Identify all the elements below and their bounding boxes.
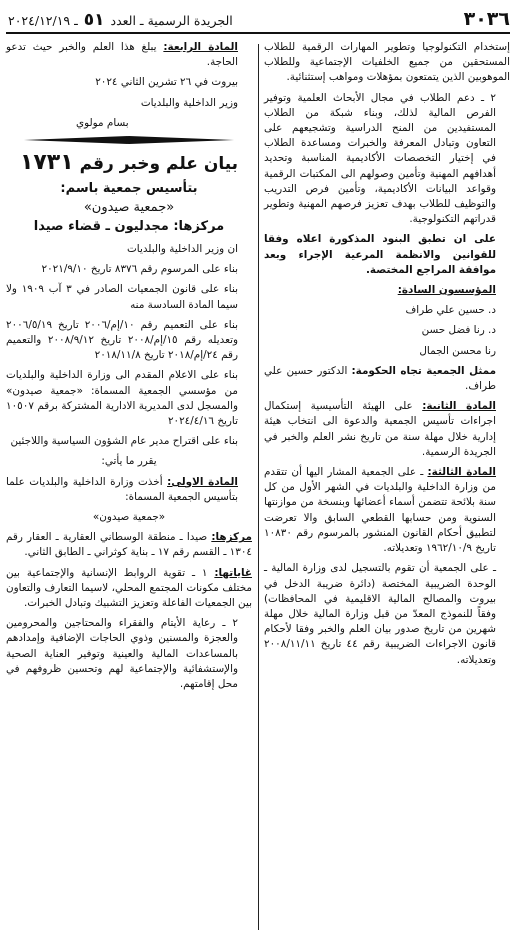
headquarters	[6, 530, 252, 560]
paragraph-finance: ـ على الجمعية أن تقوم بالتسجيل لدى وزارة المالية ـ الوحدة الضريبية المختصة (دائرة ضريبة الدخل في بيروت والمصالح المالية الاقليمية في المحافظات) وفقاً للنموذج المعدّ من قبل وزارة المالية خلال مهلة شهرين من تاريخ صدور بيان العلم والخبر وفقا لأحكام قانون الاجراءات الضريبية رقم ٤٤ تاريخ ٢٠٠٨/١١/١١ وتعديلاته.	[264, 562, 497, 666]
basis-circulars: بناء على التعميم رقم ١٠/إم/٢٠٠٦ تاريخ ٢٠٠٦/٥/١٩ وتعديله رقم ١٥/إم/٢٠٠٨ تاريخ ٢٠٠٨/٩/١٢ والتعميم رقم ٢٤/إم/٢٠١٨ تاريخ ٢٠١٨/١١/٨	[6, 318, 239, 362]
basis-proposal: بناء على اقتراح مدير عام الشؤون السياسية واللاجئين	[10, 435, 238, 448]
article-3-label: المادة الثالثة:	[427, 466, 496, 479]
article-1-label: المادة الاولى:	[167, 475, 238, 488]
paragraph-compliance: على ان تطبق البنود المذكورة اعلاه وفقا للقوانين والانظمة المرعية الإجراء وبعد موافقة المراجع المختصة.	[264, 233, 496, 276]
article-1-text: أخذت وزارة الداخلية والبلديات علما بتأسيس الجمعية المسماة:	[6, 475, 238, 503]
association-name: «جمعية صيدون»	[92, 511, 166, 524]
article-2-label: المادة الثانية:	[422, 400, 496, 413]
government-representative	[264, 364, 510, 394]
goals	[6, 566, 252, 612]
notice-title	[6, 152, 252, 175]
place-date: بيروت في ٢٦ تشرين الثاني ٢٠٢٤	[95, 76, 238, 89]
hq-text: صيدا ـ منطقة الوسطاني العقارية ـ العقار رقم ١٣٠٤ ـ القسم رقم ١٧ ـ بناية كوثراني ـ الطابق الثاني.	[6, 531, 252, 559]
founders-label: المؤسسون السادة:	[397, 284, 496, 297]
notice-prefix: بيان علم وخبر رقم	[79, 154, 239, 175]
goal-2: ٢ ـ رعاية الأيتام والفقراء والمحتاجين والمحرومين والعجزة والمسنين وذوي الحاجات الإضافية وإمدادهم بالمساعدات المالية والعينية وتوفير العناية الصحية والإستشفائية والإجتماعية لهم وتحسين ظروفهم في محل إقامتهم.	[6, 617, 238, 691]
section-separator	[24, 136, 234, 144]
hq-label: مركزها:	[211, 531, 252, 544]
paragraph-tech: إستخدام التكنولوجيا وتطوير المهارات الرقمية للطلاب المستحقين من جميع الخلفيات الإجتماعية وللطلاب الموهوبين الذين يتمتعون بمؤهلات ومواهب إستثنائية.	[264, 41, 510, 84]
goals-label: غاياتها:	[214, 566, 252, 579]
right-column	[264, 40, 510, 673]
basis-law: بناء على قانون الجمعيات الصادر في ٣ آب ١٩٠٩ ولا سيما المادة السادسة منه	[6, 283, 238, 311]
notice-number: ١٧٣١	[19, 150, 74, 176]
minister-title: وزير الداخلية والبلديات	[140, 96, 238, 109]
minister-name: بسام مولوي	[76, 116, 129, 129]
article-3-text: ـ على الجمعية المشار اليها أن تتقدم من وزارة الداخلية والبلديات في الشهر الأول من كل سنة بلائحة تتضمن أسماء أعضائها وبنسخة من موازنتها السنوية ومن حسابها القطعي السابق والا تعرضت لتطبيق أحكام القانون المنشور بالمرسوم رقم ١٠٨٣٠ تاريخ ١٩٦٢/١٠/٩ وتعديلاته.	[264, 466, 496, 555]
issue-info	[8, 10, 233, 30]
rep-label: ممثل الجمعية تجاه الحكومة:	[351, 364, 497, 377]
article-4-label: المادة الرابعة:	[163, 41, 238, 53]
notice-headquarters: مركزها: مجدليون ـ قضاء صيدا	[33, 219, 225, 235]
goal-1: ١ ـ تقوية الروابط الإنسانية والإجتماعية بين مختلف مكونات المجتمع المحلي، لاسيما التعارف والتعاون بين الجمعيات الفاعلة وتعزيز التشبيك وتبادل الخبرات.	[6, 566, 252, 610]
issue-date: ـ ٢٠٢٤/١٢/١٩	[8, 13, 78, 28]
header-rule	[6, 32, 510, 34]
intro-line: ان وزير الداخلية والبلديات	[127, 243, 238, 256]
column-divider	[258, 44, 259, 930]
article-1	[6, 475, 252, 505]
page-header	[8, 4, 510, 30]
notice-subtitle: بتأسيس جمعية باسم:	[60, 181, 198, 197]
issue-prefix: الجريدة الرسمية ـ العدد	[110, 13, 233, 28]
article-2	[264, 399, 510, 460]
founders-list	[264, 303, 510, 359]
founder-name: رنا محسن الجمال	[419, 344, 496, 357]
separator-ornament	[24, 136, 234, 144]
article-4	[6, 40, 252, 70]
article-4-text: يبلغ هذا العلم والخبر حيث تدعو الحاجة.	[6, 41, 238, 69]
basis-notification: بناء على الاعلام المقدم الى وزارة الداخلية والبلديات من مؤسسي الجمعية المسماة: «جمعية صيدون» والمسجل لدى المديرية الادارية المشتركة برقم ١٠٥٠٧ تاريخ ٢٠٢٤/٤/١٦	[6, 369, 238, 428]
decides-line: يقرر ما يأتي:	[101, 455, 157, 468]
article-2-text: على الهيئة التأسيسية إستكمال اجراءات تأسيس الجمعية والدعوة الى انتخاب هيئة إدارية خلال مهلة سنة من تاريخ نشر العلم والخبر في الجريدة الرسمية.	[264, 400, 496, 458]
page-number: ٣٠٣٦	[463, 8, 510, 30]
notice-association-name: «جمعية صيدون»	[83, 200, 175, 216]
basis-decree: بناء على المرسوم رقم ٨٣٧٦ تاريخ ٢٠٢١/٩/١٠	[41, 263, 238, 276]
paragraph-research: ٢ ـ دعم الطلاب في مجال الأبحاث العلمية وتوفير الفرص المالية لذلك، وبناء شبكة من الطلاب المستفيدين من المنح الدراسية وتشجيعهم على التعاون وتبادل المعرفة والخبرات ومساعدة الطلاب في إختيار التخصصات الأكاديمية المناسبة وتحديد أهدافهم المهنية وتأمين وصولهم الى المكتبات الرقمية وقواعد البيانات الأكاديمية، وتأمين فرص التدريب والتوظيف للطلاب بهدف تعزيز فرصهم المهنية وتطوير قدراتهم التكنولوجية.	[264, 91, 496, 226]
rep-value: الدكتور حسين علي طراف.	[264, 364, 496, 393]
left-column	[6, 40, 252, 697]
issue-number: ٥١	[83, 10, 105, 30]
article-3	[264, 465, 510, 556]
founder-name: د. حسين علي طراف	[405, 304, 496, 317]
founder-name: د. رنا فضل حسن	[421, 324, 496, 337]
